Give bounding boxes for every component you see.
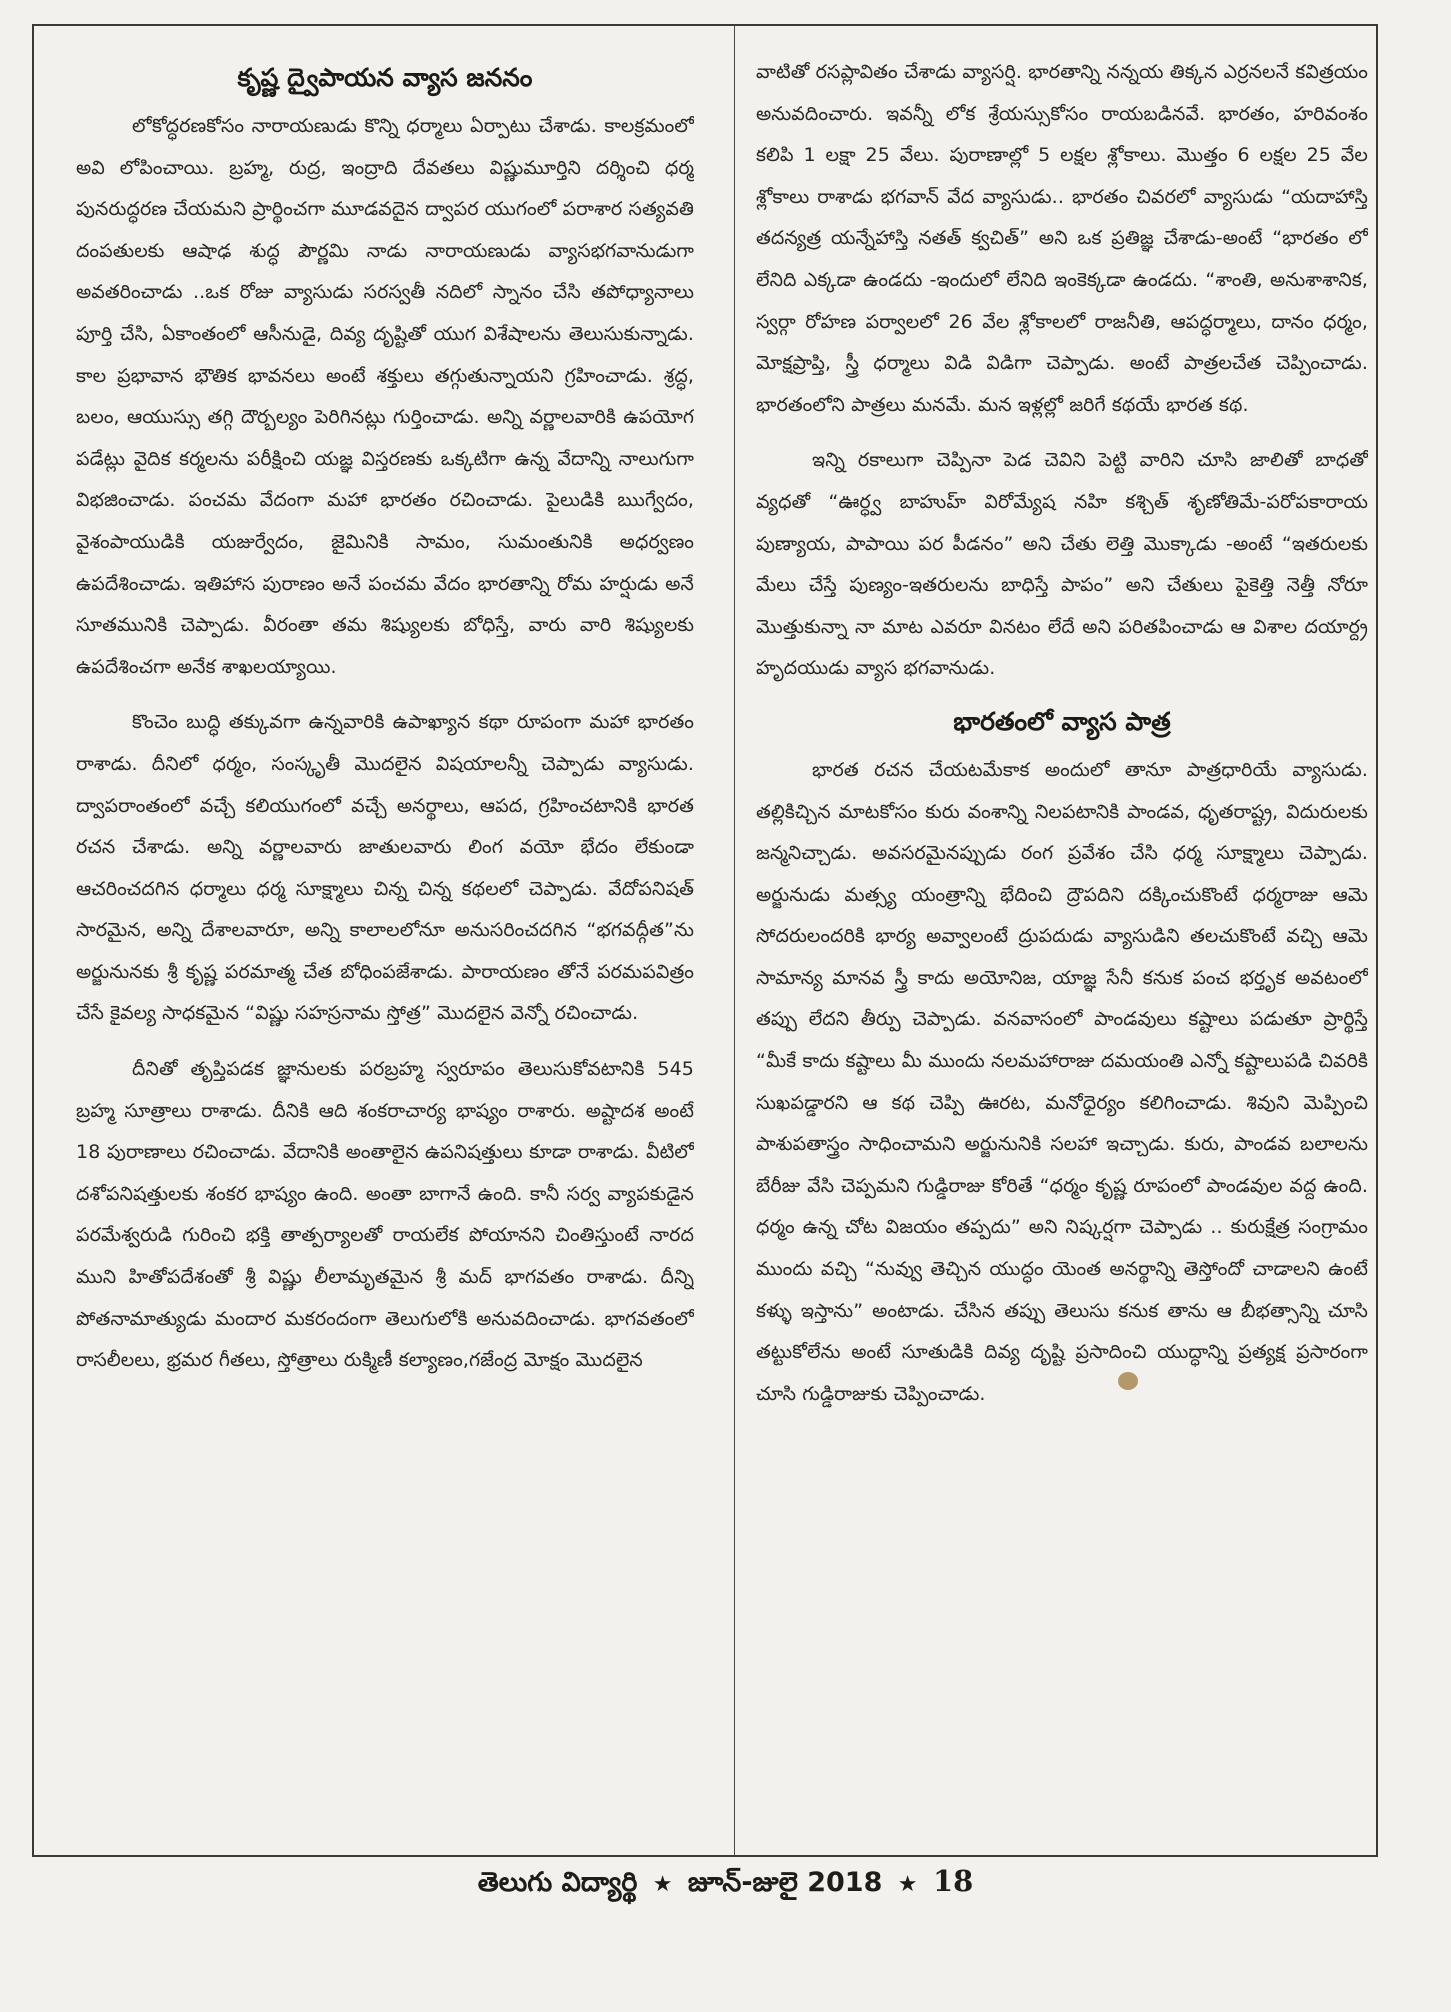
star-icon: ★ [897, 1872, 918, 1897]
paragraph: లోకోద్ధరణకోసం నారాయణుడు కొన్ని ధర్మాలు ఏర్పాటు చేశాడు. కాలక్రమంలో అవి లోపించాయి. బ్రహ్మ, రుద్ర, ఇంద్రాది దేవతలు విష్ణుమూర్తిని దర్శించి ధర్మ పునరుద్ధరణ చేయమని ప్రార్థించగా మూడవదైన ద్వాపర యుగంలో పరాశార సత్యవతి దంపతులకు ఆషాఢ శుద్ధ పౌర్ణమి నాడు నారాయణుడు వ్యాసభగవానుడుగా అవతరించాడు ..ఒక రోజు వ్యాసుడు సరస్వతీ నదిలో స్నానం చేసి తపోధ్యానాలు పూర్తి చేసి, ఏకాంతంలో ఆసీనుడై, దివ్య దృష్టితో యుగ విశేషాలను తెలుసుకున్నాడు. కాల ప్రభావాన భౌతిక భావనలు అంటే శక్తులు తగ్గుతున్నాయని గ్రహించాడు. శ్రద్ధ, బలం, ఆయుస్సు తగ్గి దౌర్బల్యం పెరిగినట్లు గుర్తించాడు. అన్ని వర్ణాలవారికి ఉపయోగ పడేట్లు వైదిక కర్మలను పరీక్షించి యజ్ఞ విస్తరణకు ఒక్కటిగా ఉన్న వేదాన్ని నాలుగుగా విభజించాడు. పంచమ వేదంగా మహా భారతం రచించాడు. పైలుడికి ఋగ్వేదం, వైశంపాయుడికి యజుర్వేదం, జైమినికి సామం, సుమంతునికి అధర్వణం ఉపదేశించాడు. ఇతిహాస పురాణం అనే పంచమ వేదం భారతాన్ని రోమ హర్షుడు అనే సూతమునికి చెప్పాడు. వీరంతా తమ శిష్యులకు బోధిస్తే, వారు వారి శిష్యులకు ఉపదేశించగా అనేక శాఖలయ్యాయి. [76, 115, 694, 678]
star-icon: ★ [652, 1872, 673, 1897]
left-column [76, 60, 694, 1845]
page-number: 18 [932, 1864, 974, 1898]
magazine-name: తెలుగు విద్యార్థి [477, 1867, 638, 1898]
issue-date: జూన్-జులై 2018 [687, 1867, 883, 1898]
paragraph: ఇన్ని రకాలుగా చెప్పినా పెడ చెవిని పెట్టి వారిని చూసి జాలితో బాధతో వ్యధతో “ఊర్ధ్వ బాహుహ్ విరోమ్యేష నహి కశ్చిత్ శృణోతిమే-పరోపకారాయ పుణ్యాయ, పాపాయి పర పీడనం” అని చేతు లెత్తి మొక్కాడు -అంటే “ఇతరులకు మేలు చేస్తే పుణ్యం-ఇతరులను బాధిస్తే పాపం” అని చేతులు పైకెత్తి నెత్తీ నోరూ మొత్తుకున్నా నా మాట ఎవరూ వినటం లేదే అని పరితపించాడు ఆ విశాల దయార్ద్ర హృదయుడు వ్యాస భగవానుడు. [756, 449, 1368, 680]
section-heading-vyasa-role: భారతంలో వ్యాస పాత్ర [953, 706, 1171, 736]
right-column [756, 52, 1368, 1845]
paragraph: దీనితో తృప్తిపడక జ్ఞానులకు పరబ్రహ్మ స్వరూపం తెలుసుకోవటానికి 545 బ్రహ్మ సూత్రాలు రాశాడు. దీనికి ఆది శంకరాచార్య భాష్యం రాశారు. అష్టాదశ అంటే 18 పురాణాలు రచించాడు. వేదానికి అంతాలైన ఉపనిషత్తులు కూడా రాశాడు. వీటిలో దశోపనిషత్తులకు శంకర భాష్యం ఉంది. అంతా బాగానే ఉంది. కానీ సర్వ వ్యాపకుడైన పరమేశ్వరుడి గురించి భక్తి తాత్పర్యాలతో రాయలేక పోయానని చింతిస్తుంటే నారద ముని హితోపదేశంతో శ్రీ విష్ణు లీలామృతమైన శ్రీ మద్ భాగవతం రాశాడు. దీన్ని పోతనామాత్యుడు మందార మకరందంగా తెలుగులోకి అనువదించాడు. భాగవతంలో రాసలీలలు, భ్రమర గీతలు, స్తోత్రాలు రుక్మిణీ కల్యాణం,గజేంద్ర మోక్షం మొదలైన [76, 1058, 694, 1372]
content-frame [32, 24, 1378, 1857]
paragraph: వాటితో రసప్లావితం చేశాడు వ్యాసర్షి. భారతాన్ని నన్నయ తిక్కన ఎర్రనలనే కవిత్రయం అనువదించారు. ఇవన్నీ లోక శ్రేయస్సుకోసం రాయబడినవే. భారతం, హరివంశం కలిపి 1 లక్షా 25 వేలు. పురాణాల్లో 5 లక్షల శ్లోకాలు. మొత్తం 6 లక్షల 25 వేల శ్లోకాలు రాశాడు భగవాన్ వేద వ్యాసుడు.. భారతం చివరలో వ్యాసుడు “యదాహాస్తి తదన్యత్ర యన్నేహాస్తి నతత్ క్వచిత్” అని ఒక ప్రతిజ్ఞ చేశాడు-అంటే “భారతం లో లేనిది ఎక్కడా ఉండదు -ఇందులో లేనిది ఇంకెక్కడా ఉండదు. “శాంతి, అనుశాశానిక, స్వర్గా రోహణ పర్వాలలో 26 వేల శ్లోకాలలో రాజనీతి, ఆపద్ధర్మాలు, దానం ధర్మం, మోక్షప్రాప్తి, స్త్రీ ధర్మాలు విడి విడిగా చెప్పాడు. అంటే పాత్రలచేత చెప్పించాడు. భారతంలోని పాత్రలు మనమే. మన ఇళ్లల్లో జరిగే కథయే భారత కథ. [756, 61, 1368, 416]
paragraph: కొంచెం బుద్ధి తక్కువగా ఉన్నవారికి ఉపాఖ్యాన కథా రూపంగా మహా భారతం రాశాడు. దీనిలో ధర్మం, సంస్కృతీ మొదలైన విషయాలన్నీ చెప్పాడు వ్యాసుడు. ద్వాపరాంతంలో వచ్చే కలియుగంలో వచ్చే అనర్థాలు, ఆపద, గ్రహించటానికి భారత రచన చేశాడు. అన్ని వర్ణాలవారు జాతులవారు లింగ వయో భేదం లేకుండా ఆచరించదగిన ధర్మాలు ధర్మ సూక్ష్మాలు చిన్న చిన్న కథలలో చెప్పాడు. వేదోపనిషత్ సారమైన, అన్ని దేశాలవారూ, అన్ని కాలాలలోనూ అనుసరించదగిన “భగవద్గీత”ను అర్జునునకు శ్రీ కృష్ణ పరమాత్మ చేత బోధింపజేశాడు. పారాయణం తోనే పరమపవిత్రం చేసే కైవల్య సాధకమైన “విష్ణు సహస్రనామ స్తోత్ర” మొదలైన వెన్నో రచించాడు. [76, 711, 694, 1025]
page-footer [0, 1864, 1451, 1905]
paper-stain [1118, 1372, 1138, 1390]
article-heading-vyasa-birth: కృష్ణ ద్వైపాయన వ్యాస జననం [237, 63, 533, 92]
column-divider [734, 26, 735, 1855]
paragraph: భారత రచన చేయటమేకాక అందులో తానూ పాత్రధారియే వ్యాసుడు. తల్లికిచ్చిన మాటకోసం కురు వంశాన్ని నిలపటానికి పాండవ, ధృతరాష్ట్ర, విదురులకు జన్మనిచ్చాడు. అవసరమైనప్పుడు రంగ ప్రవేశం చేసి ధర్మ సూక్ష్మాలు చెప్పాడు. అర్జునుడు మత్స్య యంత్రాన్ని భేదించి ద్రౌపదిని దక్కించుకొంటే ధర్మరాజు ఆమె సోదరులందరికి భార్య అవ్వాలంటే ద్రుపదుడు వ్యాసుడిని తలచుకొంటే వచ్చి ఆమె సామాన్య మానవ స్త్రీ కాదు అయోనిజ, యాజ్ఞ సేనీ కనుక పంచ భర్తృక అవటంలో తప్పు లేదని తీర్పు చెప్పాడు. వనవాసంలో పాండవులు కష్టాలు పడుతూ ప్రార్థిస్తే “మీకే కాదు కష్టాలు మీ ముందు నలమహారాజు దమయంతి ఎన్నో కష్టాలుపడి చివరికి సుఖపడ్డారని ఆ కథ చెప్పి ఊరట, మనోధైర్యం కలిగించాడు. శివుని మెప్పించి పాశుపతాస్త్రం సాధించామని అర్జునునికి సలహా ఇచ్చాడు. కురు, పాండవ బలాలను బేరీజు వేసి చెప్పమని గుడ్డిరాజు కోరితే “ధర్మం కృష్ణ రూపంలో పాండవుల వద్ద ఉంది. ధర్మం ఉన్న చోట విజయం తప్పదు” అని నిష్కర్షగా చెప్పాడు .. కురుక్షేత్ర సంగ్రామం ముందు వచ్చి “నువ్వు తెచ్చిన యుద్ధం యెంత అనర్థాన్ని తెస్తోందో చాడాలని ఉంటే కళ్ళు ఇస్తాను” అంటాడు. చేసిన తప్పు తెలుసు కనుక తాను ఆ బీభత్సాన్ని చూసి తట్టుకోలేను అంటే సూతుడికి దివ్య దృష్టి ప్రసాదించి యుద్ధాన్ని ప్రత్యక్ష ప్రసారంగా చూసి గుడ్డిరాజుకు చెప్పించాడు. [756, 758, 1368, 1405]
